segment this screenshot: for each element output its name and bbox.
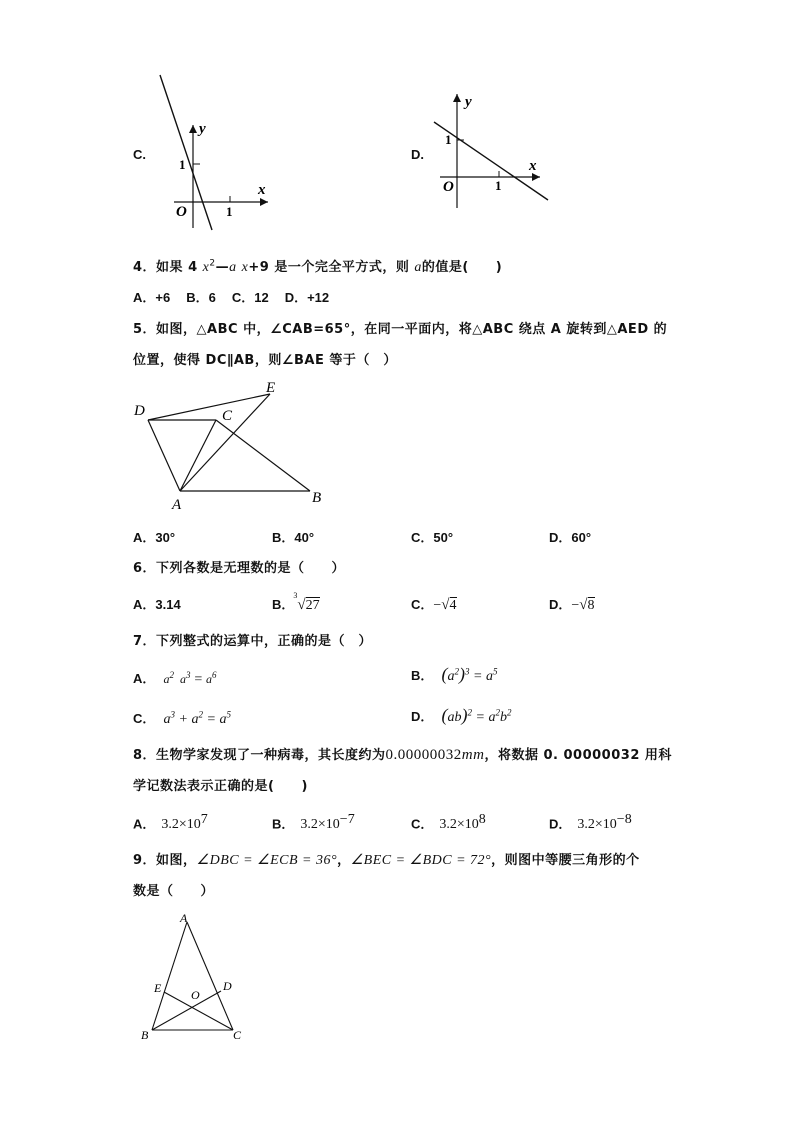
q9-point-a: A	[180, 912, 188, 925]
q9-figure	[140, 912, 250, 1044]
q6-option-d: D．−√8	[549, 597, 595, 613]
q6-option-b: B． 3 √27	[272, 591, 320, 613]
q9-line2: 数是（ ）	[133, 884, 215, 899]
q3-graph-d	[428, 88, 558, 213]
q7-option-c: C． $a^3 + a^2 = a^5$	[133, 709, 231, 727]
q5-option-a: A．30°	[133, 530, 176, 545]
graph-d-one-x: 1	[495, 178, 502, 193]
q5-option-c: C．50°	[411, 530, 454, 545]
graph-d-y-label: y	[465, 94, 472, 110]
graph-d-one-y: 1	[445, 132, 452, 147]
q4-option-c: C．12	[231, 290, 269, 305]
q4-options	[133, 287, 329, 306]
q5-point-a: A	[172, 497, 182, 513]
q9-point-o: O	[191, 988, 200, 1002]
q5-line2: 位置，使得 DC∥AB，则∠BAE 等于（ ）	[133, 353, 397, 368]
graph-c-one-x: 1	[226, 204, 233, 219]
q9-line1: 9．如图，∠DBC = ∠ECB = 36°，∠BEC = ∠BDC = 72°，则图中等腰三角形的个	[133, 853, 640, 868]
q8-line1: 8．生物学家发现了一种病毒，其长度约为0.00000032mm，将数据 0. 00000032 用科	[133, 747, 672, 763]
q8-option-c: C． $3.2\times 10^8$	[411, 812, 486, 833]
q4-option-d: D．+12	[284, 290, 330, 305]
q6-option-a: A．3.14	[133, 597, 181, 612]
q4-stem: 4．如果 4 $x^2—a$ x+9 是一个完全平方式，则 a的值是( )	[133, 258, 503, 275]
q5-option-b: B．40°	[272, 530, 315, 545]
q5-line1: 5．如图，△ABC 中，∠CAB=65°，在同一平面内，将△ABC 绕点 A 旋转到△AED 的	[133, 322, 668, 337]
q6-stem: 6．下列各数是无理数的是（ ）	[133, 561, 346, 576]
q9-point-d: D	[223, 979, 232, 993]
q5-option-d: D．60°	[549, 530, 592, 545]
q4-option-b: B．6	[186, 290, 216, 305]
q9-point-b: B	[141, 1028, 149, 1042]
q3-graph-c	[150, 70, 280, 235]
q5-point-d: D	[134, 403, 145, 419]
q9-point-c: C	[233, 1028, 242, 1042]
graph-c-x-label: x	[258, 182, 266, 198]
q5-point-c: C	[222, 408, 233, 424]
q8-option-d: D． $3.2\times 10^{-8}$	[549, 812, 632, 833]
q7-option-b: B． $(a^2)^3 = a^5$	[411, 664, 498, 684]
q5-figure	[128, 378, 338, 513]
q3-option-c-label: C.	[133, 147, 146, 162]
graph-d-origin: O	[443, 179, 454, 195]
q7-option-d: D． $(ab)^2 = a^2b^2$	[411, 705, 512, 725]
q8-option-b: B． $3.2\times 10^{-7}$	[272, 812, 355, 833]
q8-option-a: A． $3.2\times 10^7$	[133, 812, 208, 833]
q5-point-b: B	[312, 490, 322, 506]
q4-option-a: A．+6	[133, 290, 171, 305]
q7-stem: 7．下列整式的运算中，正确的是（ ）	[133, 634, 373, 649]
q8-line2: 学记数法表示正确的是( )	[133, 779, 308, 794]
q5-point-e: E	[266, 380, 276, 396]
graph-d-x-label: x	[529, 158, 537, 174]
graph-c-one-y: 1	[179, 157, 186, 172]
q3-option-d-label: D.	[411, 147, 424, 162]
graph-c-origin: O	[176, 204, 187, 220]
graph-c-y-label: y	[199, 121, 206, 137]
q7-option-a: A． $a^2$ $a^3 = a^6$	[133, 670, 217, 687]
q9-point-e: E	[154, 981, 162, 995]
q6-option-c: C．−√4	[411, 597, 457, 613]
